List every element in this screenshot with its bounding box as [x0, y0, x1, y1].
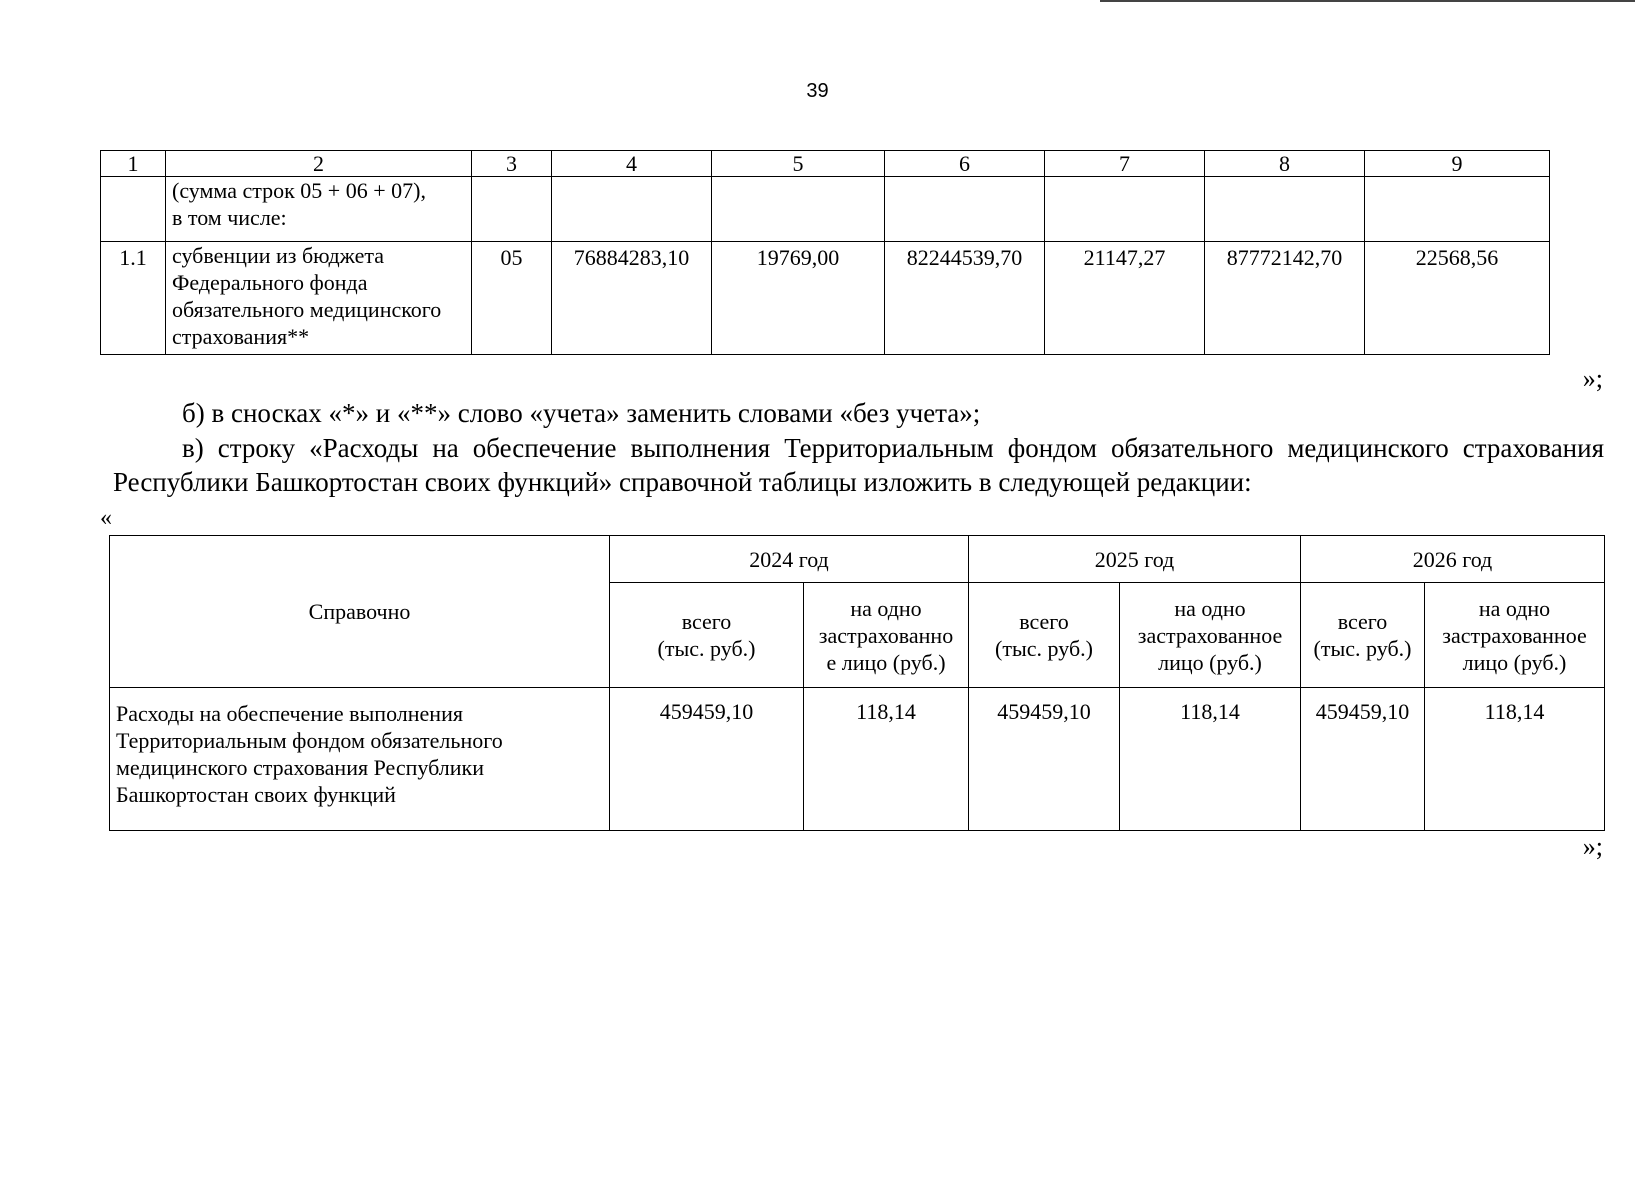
per-person-header [1425, 583, 1605, 688]
col-number: 4 [552, 151, 712, 177]
total-header [969, 583, 1120, 688]
year-header: 2024 год [610, 536, 969, 583]
row-label-line: медицинского страхования Республики [116, 755, 484, 780]
paragraph-v: в) строку «Расходы на обеспечение выполнения Территориальным фондом обязательного медицинского страхования Республики Башкортостан своих функций» справочной таблицы изложить в следующей редакции: [113, 433, 1604, 497]
value-cell: 118,14 [804, 688, 969, 831]
year-header: 2025 год [969, 536, 1301, 583]
header-line: всего [1337, 609, 1388, 634]
row-name-line: субвенции из бюджета [172, 243, 384, 268]
year-header-row [110, 536, 1605, 583]
header-line: лицо (руб.) [1462, 649, 1567, 675]
header-line: лицо (руб.) [1158, 649, 1262, 675]
header-line: застрахованное [1442, 622, 1587, 648]
row-label-line: Расходы на обеспечение выполнения [116, 701, 463, 726]
opening-quote-mark: « [100, 505, 112, 531]
header-line: (тыс. руб.) [995, 636, 1093, 661]
table-row [101, 177, 1550, 242]
col-number: 8 [1205, 151, 1365, 177]
budget-table [100, 150, 1550, 355]
closing-quote-mark: »; [1582, 832, 1603, 861]
row-name-cell [166, 242, 472, 355]
value-cell: 118,14 [1425, 688, 1605, 831]
value-cell: 459459,10 [969, 688, 1120, 831]
col-number: 5 [712, 151, 885, 177]
value-cell: 76884283,10 [552, 242, 712, 355]
header-line: (тыс. руб.) [1313, 636, 1412, 661]
page-number: 39 [806, 80, 829, 102]
value-cell: 22568,56 [1365, 242, 1550, 355]
table-cell [885, 177, 1045, 242]
value-cell: 21147,27 [1045, 242, 1205, 355]
table-row [101, 242, 1550, 355]
row-name-line: Федерального фонда [172, 270, 368, 295]
header-line: всего [1019, 609, 1069, 634]
row-code-cell: 05 [472, 242, 552, 355]
col-number: 7 [1045, 151, 1205, 177]
table-cell [1365, 177, 1550, 242]
value-cell: 459459,10 [610, 688, 804, 831]
per-person-header [804, 583, 969, 688]
row-label-line: Территориальным фондом обязательного [116, 728, 503, 753]
col-number: 3 [472, 151, 552, 177]
col-number: 2 [166, 151, 472, 177]
closing-quote-mark: »; [1582, 364, 1603, 393]
table-cell [101, 177, 166, 242]
col-number: 6 [885, 151, 1045, 177]
reference-table [109, 535, 1605, 831]
table-cell [712, 177, 885, 242]
row-number-cell: 1.1 [101, 242, 166, 355]
row-name-line: страхования** [172, 324, 310, 349]
row-name-line: в том числе: [172, 205, 287, 230]
year-header: 2026 год [1301, 536, 1605, 583]
value-cell: 19769,00 [712, 242, 885, 355]
row-name-line: обязательного медицинского [172, 297, 442, 322]
header-line: застрахованное [1137, 622, 1283, 648]
table-header-row [101, 151, 1550, 177]
value-cell: 459459,10 [1301, 688, 1425, 831]
header-line: на одно [1174, 595, 1246, 621]
row-name-cell [166, 177, 472, 242]
paragraph-b: б) в сносках «*» и «**» слово «учета» заменить словами «без учета»; [182, 398, 981, 428]
row-label-line: Башкортостан своих функций [116, 782, 396, 807]
corner-header: Справочно [110, 536, 610, 688]
table-row [110, 688, 1605, 831]
total-header [610, 583, 804, 688]
header-line: е лицо (руб.) [826, 649, 946, 675]
col-number: 1 [101, 151, 166, 177]
header-line: всего [681, 609, 732, 634]
value-cell: 118,14 [1120, 688, 1301, 831]
table-cell [1205, 177, 1365, 242]
table-cell [1045, 177, 1205, 242]
header-line: застрахованно [818, 622, 954, 648]
per-person-header [1120, 583, 1301, 688]
header-line: на одно [850, 595, 922, 621]
col-number: 9 [1365, 151, 1550, 177]
scan-top-edge-line [1100, 0, 1635, 2]
header-line: на одно [1478, 595, 1551, 621]
value-cell: 87772142,70 [1205, 242, 1365, 355]
table-cell [472, 177, 552, 242]
table-cell [552, 177, 712, 242]
header-line: (тыс. руб.) [657, 636, 756, 661]
value-cell: 82244539,70 [885, 242, 1045, 355]
row-label-cell [110, 688, 610, 831]
total-header [1301, 583, 1425, 688]
row-name-line: (сумма строк 05 + 06 + 07), [172, 178, 426, 203]
